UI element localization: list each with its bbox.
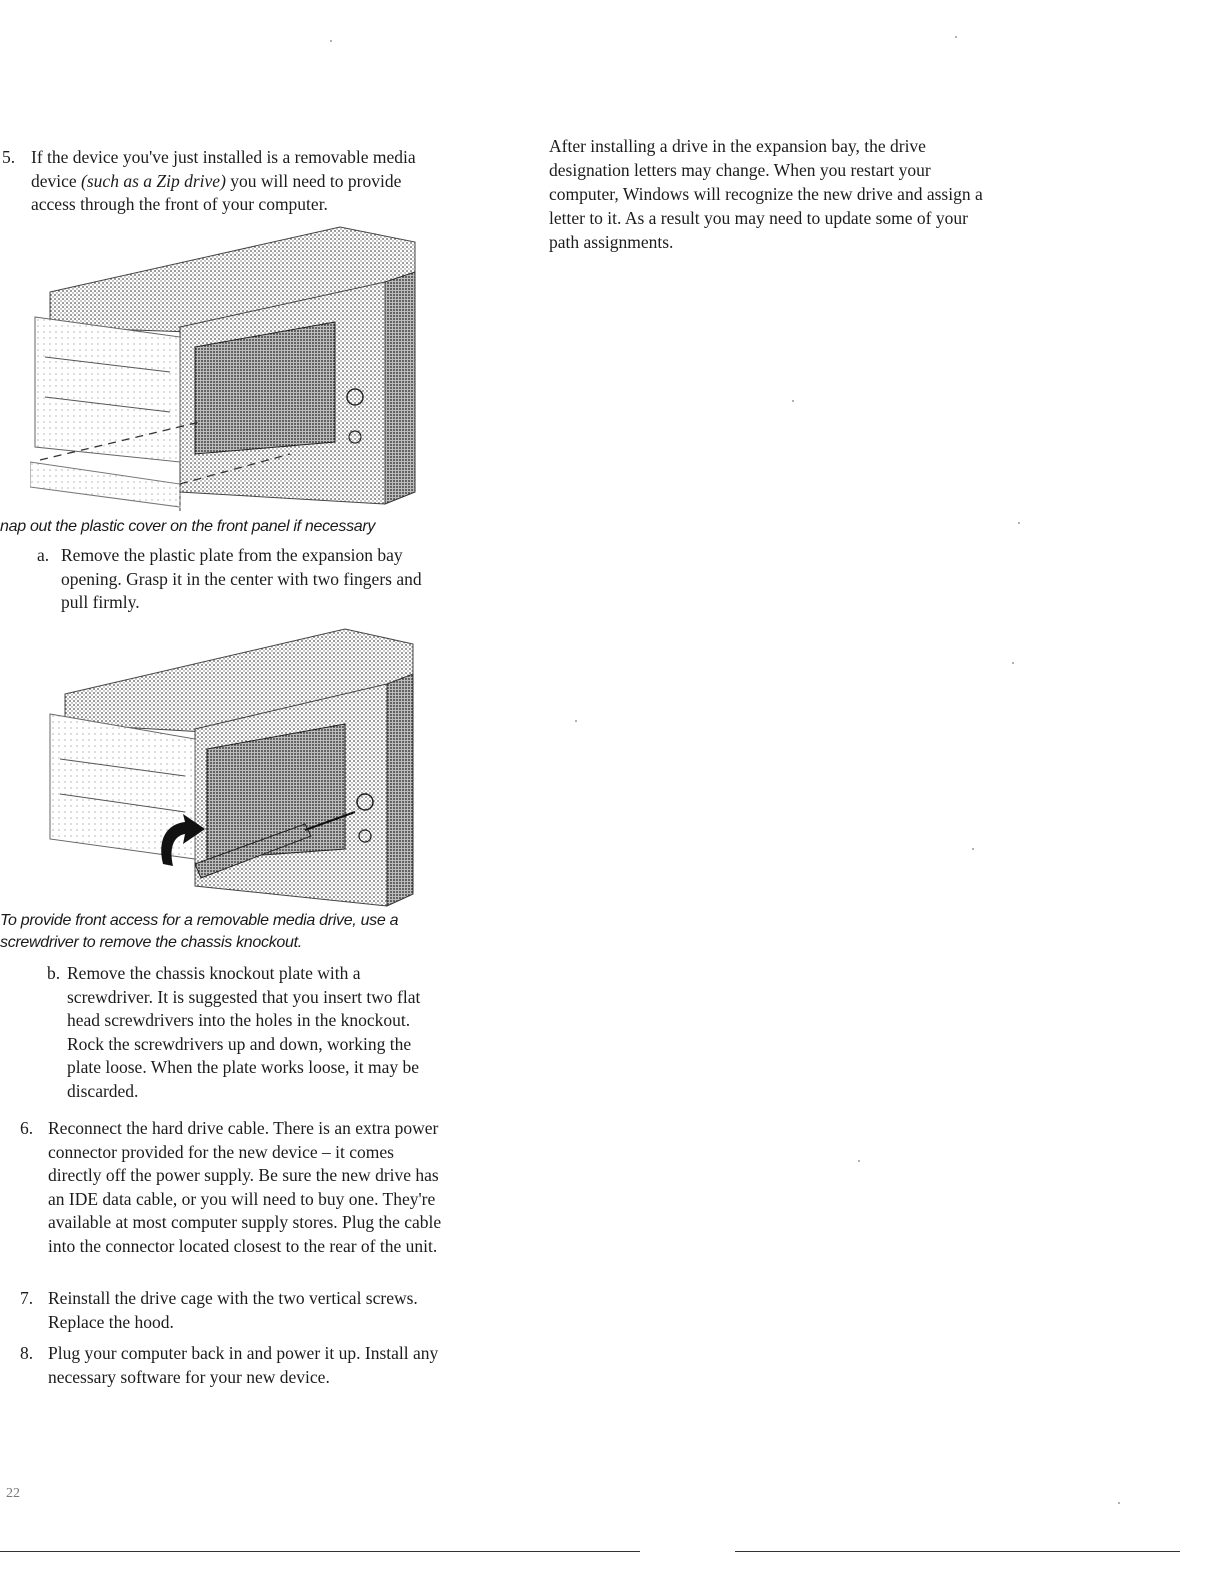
scan-speck [1012, 662, 1014, 664]
figure-caption: nap out the plastic cover on the front panel if necessary [0, 518, 376, 535]
scan-speck [792, 400, 794, 402]
scan-speck [330, 40, 332, 42]
page-number: 22 [6, 1486, 20, 1501]
scan-speck [972, 848, 974, 850]
step-letter: a. [37, 545, 50, 565]
step-7 [20, 1287, 445, 1334]
step-text: Reinstall the drive cage with the two vertical screws. Replace the hood. [48, 1288, 418, 1332]
screwdriver-illustration [45, 624, 420, 908]
step-number: 7. [20, 1288, 34, 1308]
step-8 [20, 1342, 460, 1389]
bottom-rule-left [0, 1551, 640, 1552]
scan-speck [575, 720, 577, 722]
step-text: Remove the plastic plate from the expansion bay opening. Grasp it in the center with two fingers and pull firmly. [61, 545, 422, 612]
step-number: 5. [2, 147, 16, 167]
scan-speck [1018, 522, 1020, 524]
step-number: 6. [20, 1118, 34, 1138]
right-column-paragraph: After installing a drive in the expansion bay, the drive designation letters may change. When you restart your computer, Windows will recognize the new drive and assign a letter to it. As a result you may need to update some of your path assignments. [549, 136, 983, 252]
step-text: Remove the chassis knockout plate with a screwdriver. It is suggested that you insert two flat head screwdrivers into the holes in the knockout. Rock the screwdrivers up and down, working the plate loose. When the plate works loose, it may be discarded. [67, 963, 421, 1101]
step-a [37, 544, 422, 615]
step-number: 8. [20, 1343, 34, 1363]
drive-bay-illustration [30, 222, 420, 514]
figure-caption: To provide front access for a removable media drive, use a screwdriver to remove the chassis knockout. [0, 912, 399, 951]
step-letter: b. [47, 963, 61, 983]
step-text-italic: (such as a Zip drive) [81, 170, 226, 191]
step-text: If the device you've just installed is a removable media device (such as a Zip drive) you will need to provide access through the front of your computer. [31, 147, 416, 214]
scan-speck [955, 36, 957, 38]
step-6 [20, 1117, 445, 1258]
figure-plastic-cover [30, 222, 420, 514]
step-text: Plug your computer back in and power it up. Install any necessary software for your new device. [48, 1343, 439, 1387]
step-text: Reconnect the hard drive cable. There is an extra power connector provided for the new device – it comes directly off the power supply. Be sure the new drive has an IDE data cable, or you will need to buy one. They're available at most computer supply stores. Plug the cable into the connector located closest to the rear of the unit. [48, 1118, 442, 1256]
step-5 [2, 146, 447, 217]
bottom-rule-right [735, 1551, 1180, 1552]
scan-speck [858, 1160, 860, 1162]
figure-chassis-knockout [45, 624, 420, 908]
step-b [47, 962, 442, 1103]
scan-speck [1118, 1502, 1120, 1504]
